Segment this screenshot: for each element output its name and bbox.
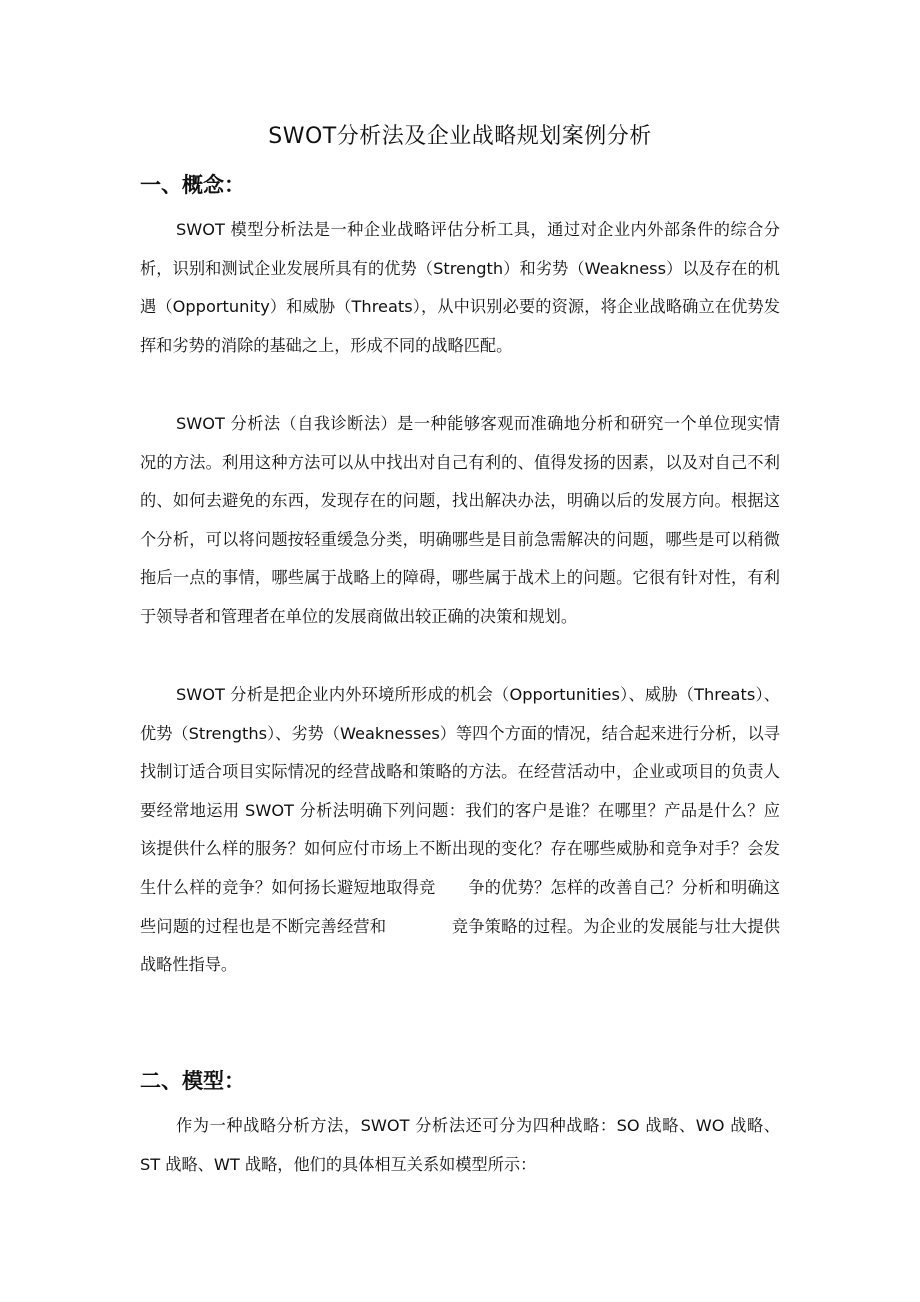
paragraph-model-1: 作为一种战略分析方法，SWOT 分析法还可分为四种战略：SO 战略、WO 战略、 ST 战略、WT 战略，他们的具体相互关系如模型所示： [140, 1116, 780, 1174]
document-title: SWOT分析法及企业战略规划案例分析 [268, 124, 652, 149]
paragraph-concept-1: SWOT 模型分析法是一种企业战略评估分析工具，通过对企业内外部条件的综合分析，识别和测试企业发展所具有的优势（Strength）和劣势（Weakness）以及存在的机遇（Opportunity）和威胁（Threats），从中识别必要的资源，将企业战略确立在优势发挥和劣势的消除的基础之上，形成不同的战略匹配。 [140, 220, 780, 355]
paragraph-concept-3: SWOT 分析是把企业内外环境所形成的机会（Opportunities）、威胁（Threats）、优势（Strengths）、劣势（Weaknesses）等四个方面的情况，结合起来进行分析，以寻找制订适合项目实际情况的经营战略和策略的方法。在经营活动中，企业或项目的负责人要经常地运用 SWOT 分析法明确下列问题：我们的客户是谁？在哪里？产品是什么？应该提供什么样的服务？如何应付市场上不断出现的变化？存在哪些威胁和竞争对手？会发生什么样的竞争？如何扬长避短地取得竞 争的优势？怎样的改善自己？分析和明确这些问题的过程也是不断完善经营和 竞争策略的过程。为企业的发展能与壮大提供战略性指导。 [140, 685, 780, 975]
paragraph-concept-2: SWOT 分析法（自我诊断法）是一种能够客观而准确地分析和研究一个单位现实情况的方法。利用这种方法可以从中找出对自己有利的、值得发扬的因素，以及对自己不利的、如何去避免的东西，发现存在的问题，找出解决办法，明确以后的发展方向。根据这个分析，可以将问题按轻重缓急分类，明确哪些是目前急需解决的问题，哪些是可以稍微拖后一点的事情，哪些属于战略上的障碍，哪些属于战术上的问题。它很有针对性，有利于领导者和管理者在单位的发展商做出较正确的决策和规划。 [140, 414, 780, 626]
section-heading-concept: 一、概念： [140, 173, 245, 197]
section-heading-model: 二、模型： [140, 1069, 245, 1093]
